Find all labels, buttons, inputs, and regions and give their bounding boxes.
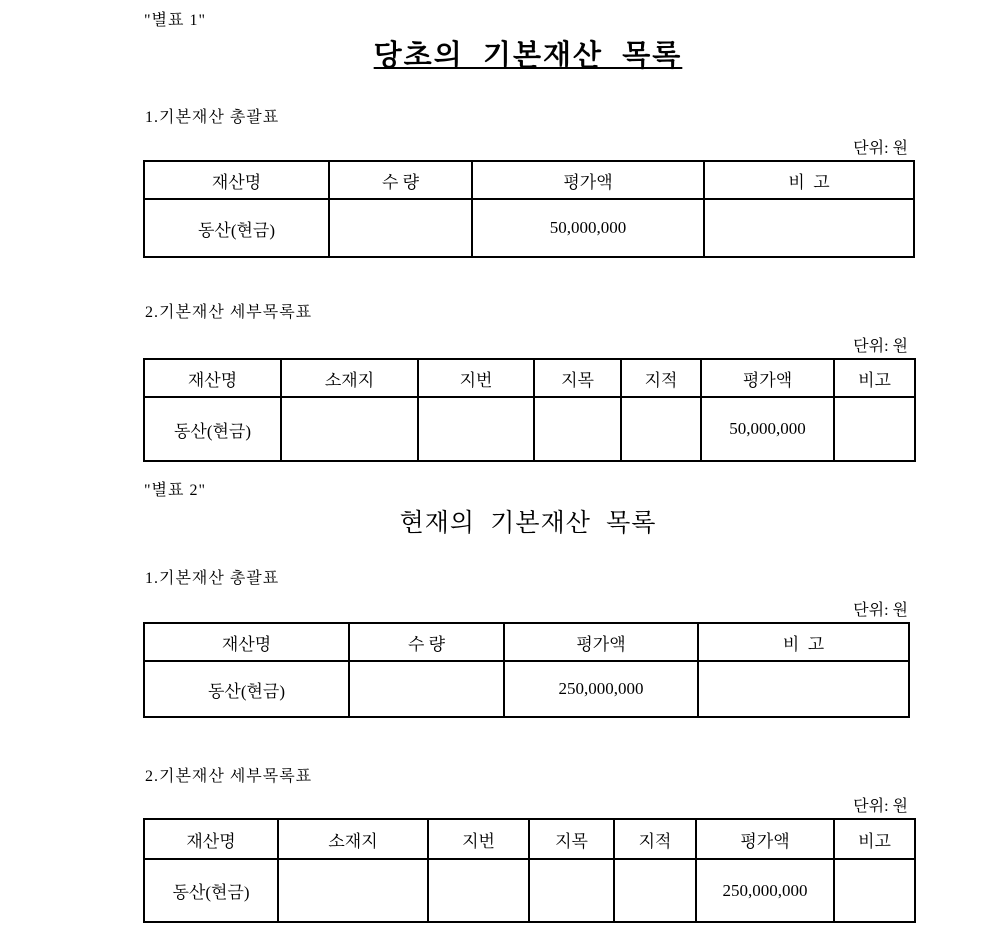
column-header: 지목	[529, 819, 614, 859]
column-header: 지목	[534, 359, 621, 397]
table-cell-appraised-value: 250,000,000	[504, 661, 698, 717]
column-header: 지번	[428, 819, 529, 859]
column-header: 비고	[834, 819, 915, 859]
table-cell-appraised-value: 50,000,000	[472, 199, 704, 257]
annex2-label: "별표 2"	[144, 482, 206, 499]
column-header: 비 고	[704, 161, 914, 199]
annex2-detail-caption: 2.기본재산 세부목록표	[145, 768, 313, 785]
annex2-title: 현재의 기본재산 목록	[399, 510, 657, 537]
table-cell-land-category	[529, 859, 614, 922]
annex2-summary-unit-label: 단위: 원	[853, 602, 908, 619]
column-header: 평가액	[701, 359, 834, 397]
table-cell-lot-number	[428, 859, 529, 922]
annex1-detail-table	[143, 358, 916, 462]
table-cell-remarks	[834, 859, 915, 922]
table-row	[144, 859, 915, 922]
annex2-detail-table	[143, 818, 916, 923]
table-cell-property-name: 동산(현금)	[144, 661, 349, 717]
column-header: 수 량	[349, 623, 504, 661]
annex1-summary-table	[143, 160, 915, 258]
table-cell-quantity	[349, 661, 504, 717]
column-header: 재산명	[144, 359, 281, 397]
table-cell-land-area	[621, 397, 701, 461]
column-header: 재산명	[144, 623, 349, 661]
annex2-summary-caption: 1.기본재산 총괄표	[145, 570, 280, 587]
annex2-detail-unit-label: 단위: 원	[853, 798, 908, 815]
column-header: 소재지	[278, 819, 428, 859]
table-cell-property-name: 동산(현금)	[144, 859, 278, 922]
column-header: 평가액	[504, 623, 698, 661]
table-cell-remarks	[704, 199, 914, 257]
table-cell-remarks	[698, 661, 909, 717]
column-header: 재산명	[144, 819, 278, 859]
table-cell-lot-number	[418, 397, 534, 461]
annex1-label: "별표 1"	[144, 12, 206, 29]
annex1-title: 당초의 기본재산 목록	[373, 40, 683, 72]
column-header: 지적	[614, 819, 696, 859]
table-cell-location	[281, 397, 418, 461]
column-header: 지번	[418, 359, 534, 397]
table-cell-remarks	[834, 397, 915, 461]
annex2-summary-table	[143, 622, 910, 718]
table-cell-land-category	[534, 397, 621, 461]
table-cell-location	[278, 859, 428, 922]
column-header: 비고	[834, 359, 915, 397]
table-cell-quantity	[329, 199, 472, 257]
table-cell-land-area	[614, 859, 696, 922]
column-header: 지적	[621, 359, 701, 397]
column-header: 수 량	[329, 161, 472, 199]
column-header: 비 고	[698, 623, 909, 661]
annex1-detail-caption: 2.기본재산 세부목록표	[145, 304, 313, 321]
table-cell-appraised-value: 250,000,000	[696, 859, 834, 922]
column-header: 소재지	[281, 359, 418, 397]
table-row	[144, 199, 914, 257]
annex1-summary-unit-label: 단위: 원	[853, 140, 908, 157]
table-row	[144, 661, 909, 717]
table-cell-property-name: 동산(현금)	[144, 397, 281, 461]
annex1-detail-unit-label: 단위: 원	[853, 338, 908, 355]
annex1-summary-caption: 1.기본재산 총괄표	[145, 109, 280, 126]
column-header: 평가액	[472, 161, 704, 199]
table-cell-property-name: 동산(현금)	[144, 199, 329, 257]
column-header: 재산명	[144, 161, 329, 199]
column-header: 평가액	[696, 819, 834, 859]
table-row	[144, 397, 915, 461]
table-cell-appraised-value: 50,000,000	[701, 397, 834, 461]
